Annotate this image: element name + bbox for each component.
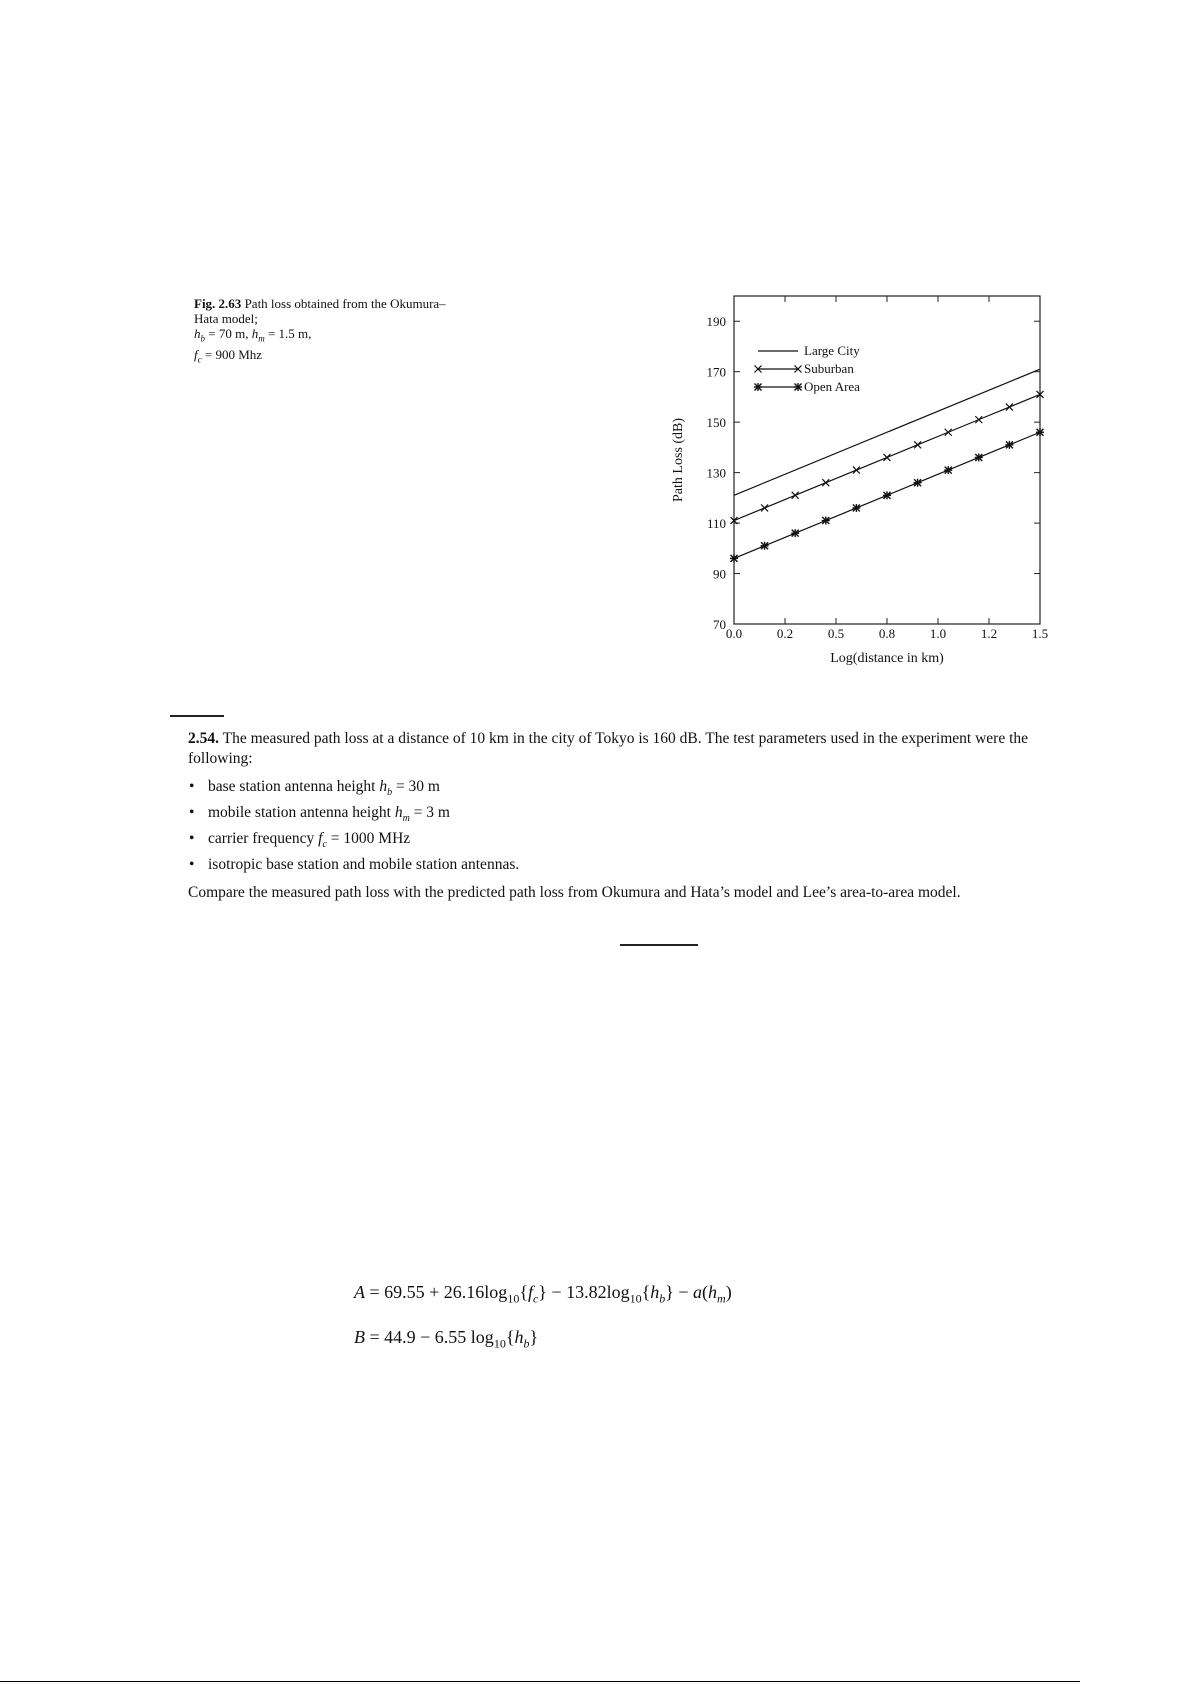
hb-sub: b [200, 333, 205, 344]
list-item [188, 829, 1083, 855]
eq-part: { [505, 1326, 515, 1347]
eq-var: f [527, 1282, 533, 1302]
eq-sub: 10 [493, 1336, 506, 1351]
path-loss-chart [660, 292, 1080, 692]
eq-part: } − [665, 1282, 694, 1302]
hm-value: = 1.5 m, [264, 326, 312, 341]
x-tick-label: 1.5 [1031, 626, 1049, 641]
equation-a [354, 1273, 954, 1318]
figure-label: Fig. 2.63 [194, 296, 242, 311]
eq-sub: 10 [629, 1291, 642, 1306]
x-tick-label: 1.2 [980, 626, 998, 641]
problem-number: 2.54. [188, 730, 219, 747]
bullet-symbol: h [379, 778, 388, 795]
eq-part: { [641, 1282, 651, 1302]
series-line-large-city [734, 369, 1040, 495]
y-tick-label: 130 [706, 465, 726, 481]
eq-var: h [708, 1282, 718, 1302]
x-tick-label: 1.0 [929, 626, 947, 641]
equations [354, 1273, 954, 1362]
figure-caption [194, 296, 454, 367]
parameter-list [188, 777, 1083, 875]
figure-caption-text: Path loss obtained from the Okumura–Hata model; [194, 296, 446, 326]
section-rule [170, 715, 224, 717]
y-tick-label: 150 [706, 415, 726, 431]
eq-var: h [514, 1326, 524, 1347]
bullet-text: isotropic base station and mobile station antennas. [208, 856, 520, 874]
legend-label: Suburban [804, 361, 854, 376]
problem-intro [188, 729, 1083, 769]
fc-symbol: f [194, 346, 198, 362]
bullet-symbol: h [394, 804, 403, 822]
problem-2-54 [188, 729, 1083, 903]
hm-sub: m [258, 333, 265, 344]
hm-symbol: h [251, 326, 259, 341]
eq-part: { [519, 1282, 528, 1302]
legend-label: Open Area [804, 379, 860, 394]
eq-part: = 44.9 − 6.55 log [365, 1326, 494, 1347]
x-tick-label: 0.2 [776, 626, 794, 641]
problem-question: Compare the measured path loss with the predicted path loss from Okumura and Hata’s model and Lee’s area-to-area model. [188, 884, 961, 902]
hb-symbol: h [194, 326, 201, 341]
bullet-value: = 1000 MHz [326, 830, 411, 848]
y-tick-label: 90 [713, 566, 726, 582]
bullet-sub: b [387, 787, 393, 799]
eq-var: h [650, 1282, 660, 1302]
legend-label: Large City [804, 343, 860, 358]
list-item [188, 777, 1083, 803]
fc-value: = 900 Mhz [201, 346, 263, 362]
fc-sub: c [197, 354, 202, 365]
eq-sub: b [523, 1336, 530, 1351]
problem-intro-text: The measured path loss at a distance of 10 km in the city of Tokyo is 160 dB. The test parameters used in the experiment were the following: [188, 730, 1029, 767]
bullet-sub: c [322, 839, 327, 851]
eq-sub: c [532, 1291, 539, 1306]
eq-a-lhs: A [354, 1282, 365, 1302]
eq-b-lhs: B [354, 1326, 365, 1347]
hb-value: = 70 m, [205, 326, 252, 341]
bullet-value: = 3 m [409, 804, 450, 822]
eq-part: } [529, 1326, 539, 1347]
eq-sub: m [717, 1291, 726, 1306]
y-axis-label: Path Loss (dB) [671, 418, 686, 502]
x-tick-label: 0.8 [878, 626, 896, 641]
eq-var: a [693, 1282, 703, 1302]
eq-part: ) [725, 1282, 732, 1302]
eq-sub: 10 [507, 1291, 520, 1306]
plot-frame [734, 296, 1040, 624]
x-axis-label: Log(distance in km) [830, 651, 944, 666]
bullet-text: carrier frequency [208, 830, 319, 848]
eq-part: = 69.55 + 26.16log [365, 1282, 508, 1302]
figure-params [194, 326, 454, 367]
bullet-text: mobile station antenna height [208, 804, 395, 822]
solution-rule [620, 944, 698, 946]
page-bottom-rule [0, 1681, 1080, 1682]
y-tick-label: 190 [706, 314, 726, 330]
bullet-value: = 30 m [392, 778, 440, 795]
eq-part: } − 13.82log [538, 1282, 630, 1302]
x-tick-label: 0.5 [827, 626, 845, 641]
y-tick-label: 110 [706, 516, 726, 532]
list-item [188, 803, 1083, 829]
eq-part: ( [702, 1282, 709, 1302]
x-tick-label: 0.0 [725, 626, 743, 641]
bullet-symbol: f [318, 830, 323, 848]
bullet-text: base station antenna height [208, 778, 380, 795]
eq-sub: b [659, 1291, 666, 1306]
equation-b [354, 1318, 954, 1363]
y-tick-label: 70 [713, 617, 726, 632]
y-tick-label: 170 [706, 364, 726, 380]
list-item [188, 855, 1083, 875]
bullet-sub: m [402, 813, 410, 825]
